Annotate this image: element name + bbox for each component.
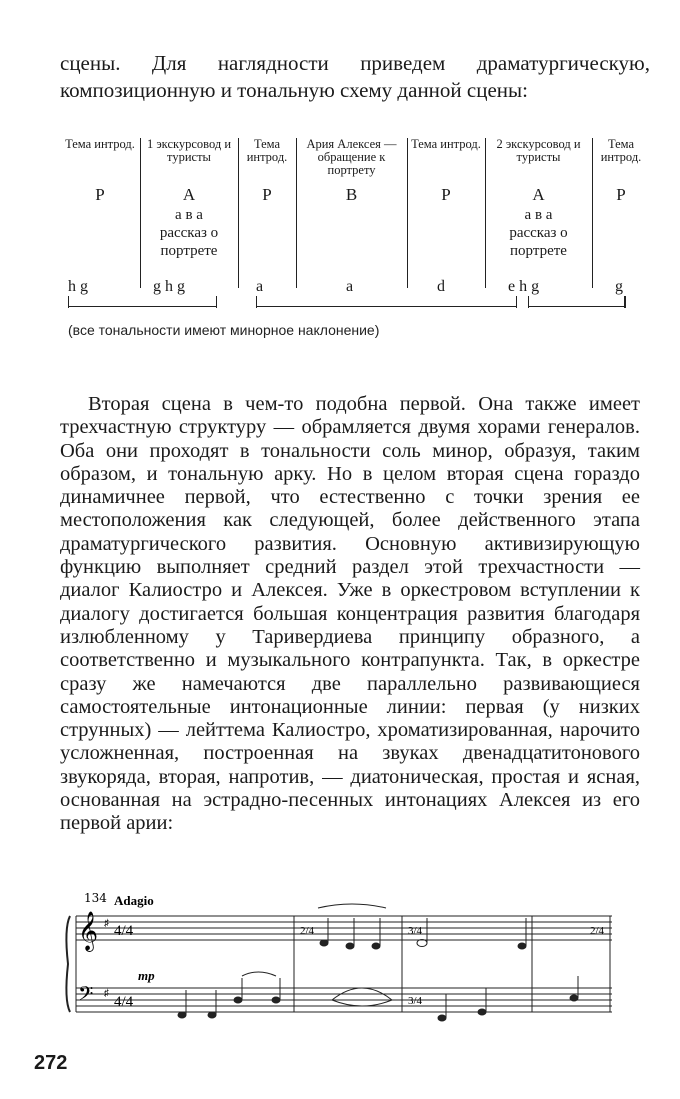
scheme-column [407, 138, 485, 206]
tempo-marking: Adagio [114, 893, 154, 908]
key-sharp-icon: ♯ [104, 918, 109, 929]
bracket-tick [216, 296, 217, 308]
section-letter: P [262, 185, 272, 204]
column-header: 2 экскурсовод и туристы [496, 137, 581, 164]
paragraph-text: Вторая сцена в чем-то подобна первой. Она также имеет трехчастную структуру — обрамляется двумя хорами генералов. Оба они проходят в тональности соль минор, образуя, таким образом, и тональную арку. Но в целом вторая сцена гораздо динамичнее первой, что естественно с точки зрения ее местоположения как следующей, более действенного этапа драматургического развития. Основную активизирующую функцию выполняет средний раздел этой трехчастности — диалог Калиостро и Алексея. Уже в оркестровом вступлении к диалогу достигается большая концентрация развития благодаря излюбленному у Таривердиева принципу образного, а соответственно и музыкального контрапункта. Так, в оркестре сразу же намечаются две параллельно развивающиеся самостоятельные интонационные линии: первая (у низких струнных) — лейттема Калиостро, хроматизированная, нарочито усложненная, построенная на звуках двенадцатитонового звукоряда, вторая, напротив, — диатоническая, простая и ясная, основанная на эстрадно-песенных интонациях Алексея из его первой арии: [60, 393, 640, 835]
measure-number: 134 [84, 891, 107, 905]
column-header: Тема интрод. [411, 137, 481, 151]
score-svg [62, 888, 622, 1048]
page-number: 272 [34, 1052, 68, 1074]
scheme-column [485, 138, 592, 260]
scheme-note: (все тональности имеют минорное наклонение) [68, 322, 380, 338]
tonal-bracket [256, 306, 516, 307]
main-paragraph [60, 393, 640, 836]
bass-clef-icon: 𝄢 [78, 982, 94, 1010]
tonal-bracket [528, 306, 624, 307]
column-header: Тема интрод. [600, 137, 642, 164]
key-sharp-icon: ♯ [104, 988, 109, 999]
scheme-column [60, 138, 140, 206]
key-label: d [437, 278, 445, 295]
section-letter: A [532, 185, 545, 204]
bracket-tick [624, 296, 626, 308]
bracket-tick [68, 296, 69, 308]
section-letter: P [441, 185, 451, 204]
column-header: 1 экскурсовод и туристы [146, 137, 232, 164]
time-signature: 2/4 [300, 925, 315, 937]
column-header: Ария Алексея — обращение к портрету [306, 137, 397, 177]
tonal-bracket [68, 306, 216, 307]
scheme-column [238, 138, 296, 206]
scheme-column [140, 138, 238, 260]
intro-paragraph: сцены. Для наглядности приведем драматургическую, композиционную и тональную схему данной сцены: [60, 51, 650, 102]
key-label: g [615, 278, 623, 295]
bracket-tick [516, 296, 517, 308]
scheme-table [60, 138, 650, 316]
barlines [294, 916, 610, 1012]
time-signature: 3/4 [408, 995, 423, 1007]
key-label: a [346, 278, 354, 295]
section-description: а в а рассказ о портрете [509, 207, 568, 259]
treble-clef-icon: 𝄞 [78, 911, 99, 951]
time-signature: 2/4 [590, 925, 605, 937]
time-signature: 3/4 [408, 925, 423, 937]
section-letter: A [182, 185, 196, 204]
key-label: a [256, 278, 264, 295]
bracket-tick [528, 296, 529, 308]
key-label: g h g [153, 278, 185, 295]
time-signature: 4/4 [114, 923, 134, 939]
tie [242, 972, 276, 976]
brace [66, 916, 70, 1012]
key-label: h g [68, 278, 88, 295]
column-header: Тема интрод. [246, 137, 288, 164]
slur [318, 904, 386, 908]
key-label: e h g [508, 278, 540, 295]
section-letter: P [95, 185, 105, 204]
time-signature: 4/4 [114, 994, 134, 1010]
music-score [62, 888, 622, 1048]
dynamic-marking: mp [138, 968, 155, 983]
scheme-column [296, 138, 407, 206]
bracket-tick [256, 296, 257, 308]
section-letter: P [616, 185, 626, 204]
section-letter: B [345, 185, 358, 204]
section-description: а в а рассказ о портрете [159, 207, 219, 259]
scheme-column [592, 138, 650, 206]
column-header: Тема интрод. [65, 137, 135, 151]
slur [332, 988, 392, 1006]
